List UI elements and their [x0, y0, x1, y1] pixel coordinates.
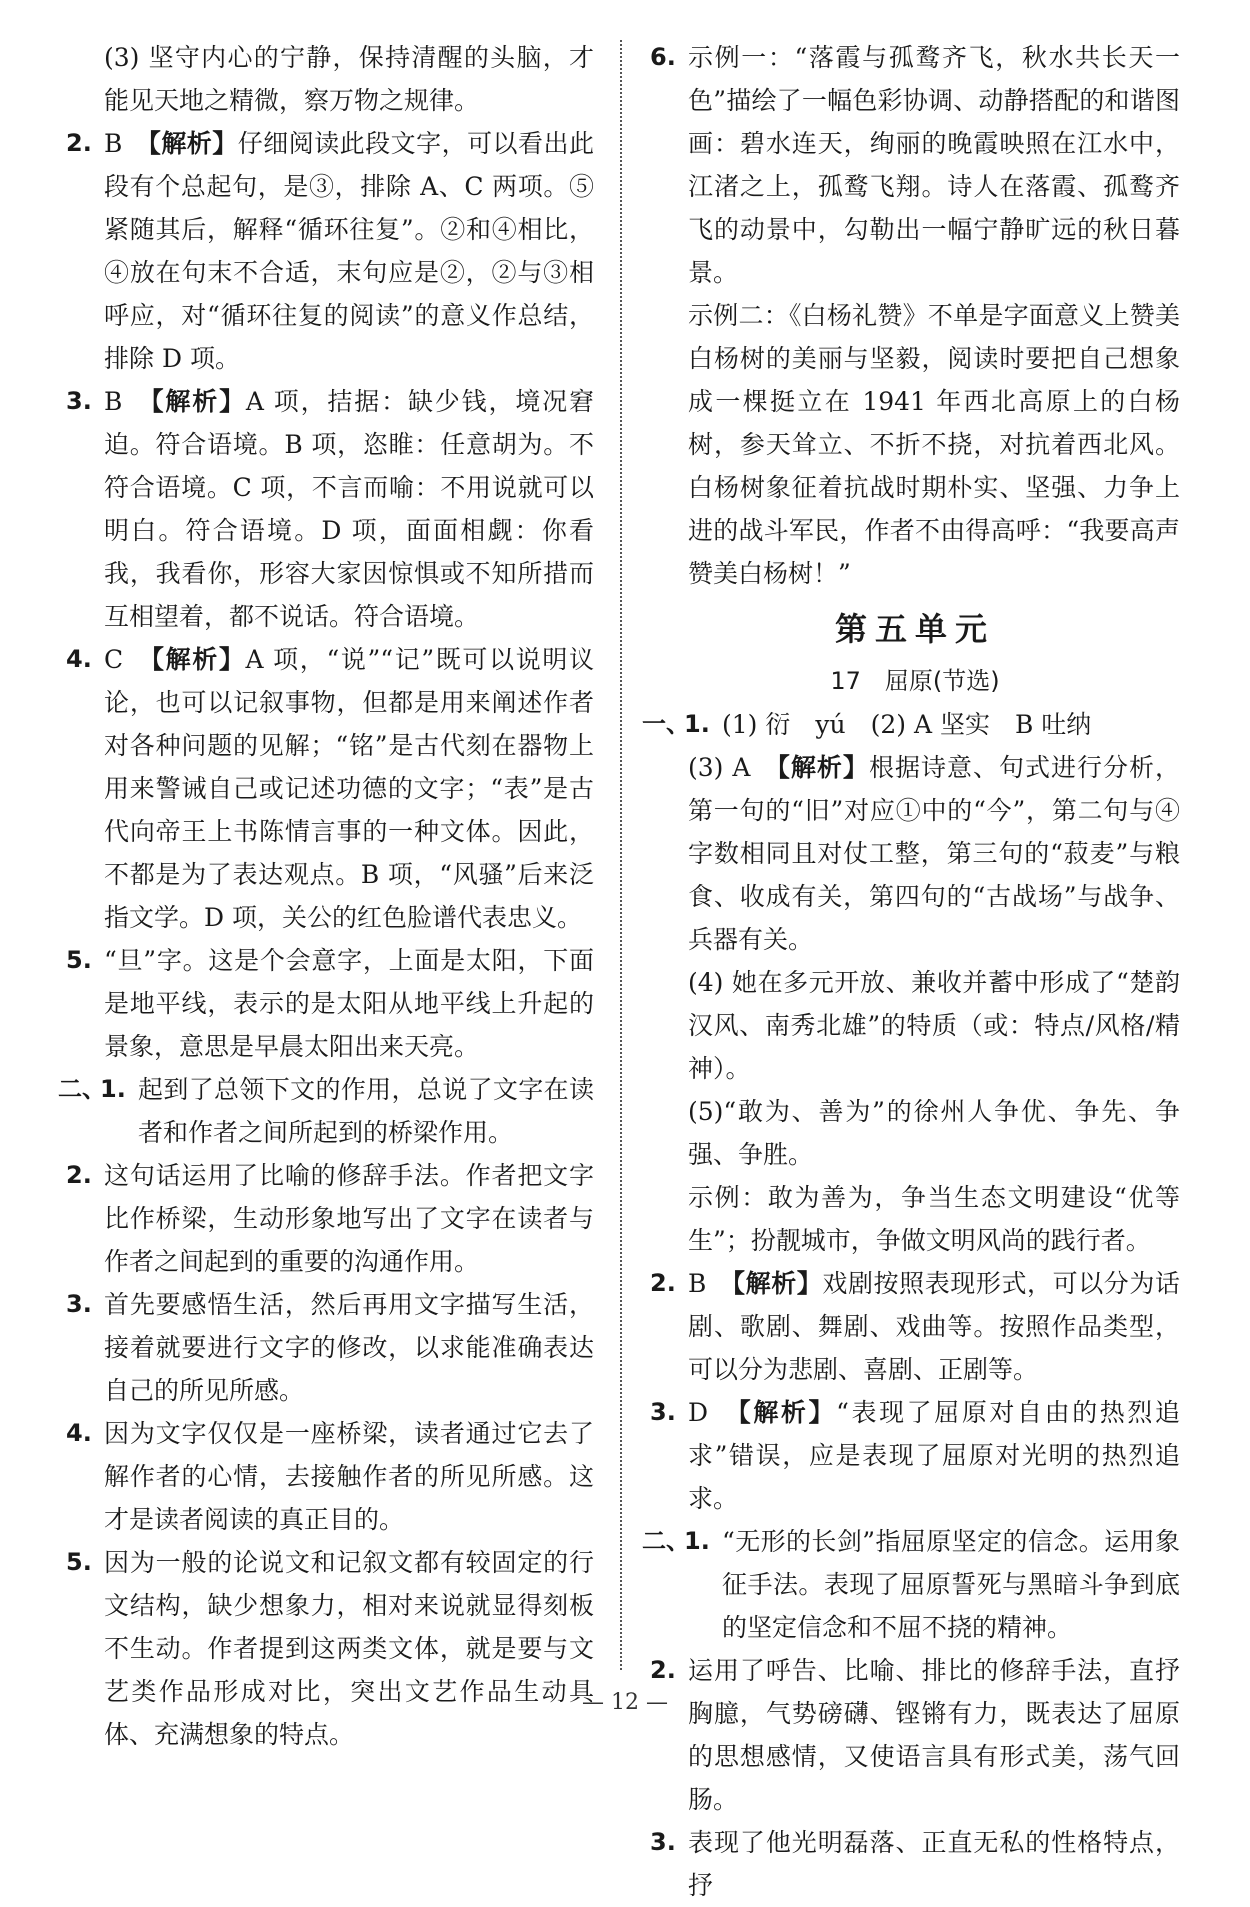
item-number: 3. [650, 1828, 676, 1856]
answer-item-3 [66, 380, 594, 638]
answer-item-1 [650, 1520, 1180, 1649]
answer-choice: D [688, 1398, 709, 1427]
answer-text: A 项，拮据：缺少钱，境况窘迫。符合语境。B 项，恣睢：任意胡为。不符合语境。C 项，不言而喻：不用说就可以明白。符合语境。D 项，面面相觑：你看我，我看你，形容大家因惊惧或不知所措而互相望着，都不说话。符合语境。 [104, 387, 594, 631]
item-number: 1. [684, 710, 710, 738]
item-number: 3. [650, 1398, 676, 1426]
answer-item-4 [66, 638, 594, 939]
answer-text: 因为一般的论说文和记叙文都有较固定的行文结构，缺少想象力，相对来说就显得刻板不生动。作者提到这两类文体，就是要与文艺类作品形成对比，突出文艺作品生动具体、充满想象的特点。 [104, 1548, 594, 1749]
answer-subitem-4 [650, 961, 1180, 1090]
answer-item-2 [66, 122, 594, 380]
answer-subitem-5 [650, 1090, 1180, 1176]
section-two [58, 1068, 594, 1154]
answer-choice: (3) A [688, 753, 778, 782]
answer-text: “表现了屈原对自由的热烈追求”错误，应是表现了屈原对光明的热烈追求。 [688, 1398, 1180, 1513]
answer-text: 示例一：“落霞与孤鹜齐飞，秋水共长天一色”描绘了一幅色彩协调、动静搭配的和谐图画：碧水连天，绚丽的晚霞映照在江水中，江渚之上，孤鹜飞翔。诗人在落霞、孤鹜齐飞的动景中，勾勒出一幅宁静旷远的秋日暮景。 [688, 43, 1180, 287]
answer-choice: B [104, 387, 123, 416]
answer-text: 因为文字仅仅是一座桥梁，读者通过它去了解作者的心情，去接触作者的所见所感。这才是读者阅读的真正目的。 [104, 1419, 594, 1534]
answer-text: “无形的长剑”指屈原坚定的信念。运用象征手法。表现了屈原誓死与黑暗斗争到底的坚定信念和不屈不挠的精神。 [722, 1527, 1180, 1642]
page-number: — 12 — [582, 1690, 668, 1715]
answer-item-3 [650, 1391, 1180, 1520]
answer-item [66, 36, 594, 122]
analysis-label: 【解析】 [151, 645, 246, 674]
answer-text: (4) 她在多元开放、兼收并蓄中形成了“楚韵汉风、南秀北雄”的特质（或：特点/风格/精神）。 [688, 968, 1180, 1083]
answer-text: 表现了他光明磊落、正直无私的性格特点，抒 [688, 1828, 1180, 1900]
item-number: 1. [684, 1527, 710, 1555]
answer-choice: B [688, 1269, 707, 1298]
item-number: 5. [66, 1548, 92, 1576]
item-number: 3. [66, 387, 92, 415]
analysis-label: 【解析】 [738, 1398, 837, 1427]
answer-text: 戏剧按照表现形式，可以分为话剧、歌剧、舞剧、戏曲等。按照作品类型，可以分为悲剧、喜剧、正剧等。 [688, 1269, 1180, 1384]
answer-item-2b [66, 1154, 594, 1283]
analysis-label: 【解析】 [151, 387, 246, 416]
answer-item-3b [66, 1283, 594, 1412]
answer-text: 这句话运用了比喻的修辞手法。作者把文字比作桥梁，生动形象地写出了文字在读者与作者之间起到的重要的沟通作用。 [104, 1161, 594, 1276]
answer-text: (5)“敢为、善为”的徐州人争优、争先、争强、争胜。 [688, 1097, 1180, 1169]
section-number: 二、 [58, 1075, 106, 1103]
answer-item-4b [66, 1412, 594, 1541]
answer-item-1 [66, 1068, 594, 1154]
answer-text: (3) 坚守内心的宁静，保持清醒的头脑，才能见天地之精微，察万物之规律。 [104, 43, 594, 115]
answer-text: 根据诗意、句式进行分析，第一句的“旧”对应①中的“今”，第二句与④字数相同且对仗工整，第三句的“菽麦”与粮食、收成有关，第四句的“古战场”与战争、兵器有关。 [688, 753, 1180, 954]
analysis-label: 【解析】 [732, 1269, 823, 1298]
answer-item-3b [650, 1821, 1180, 1907]
answer-text: 示例二：《白杨礼赞》不单是字面意义上赞美白杨树的美丽与坚毅，阅读时要把自己想象成一棵挺立在 1941 年西北高原上的白杨树，参天耸立、不折不挠，对抗着西北风。白杨树象征着抗战时期朴实、坚强、力争上进的战斗军民，作者不由得高呼：“我要高声赞美白杨树！” [688, 301, 1180, 588]
item-number: 4. [66, 1419, 92, 1447]
right-column [642, 36, 1180, 1907]
item-number: 4. [66, 645, 92, 673]
item-number: 2. [66, 1161, 92, 1189]
answer-item-5 [66, 939, 594, 1068]
answer-example [650, 1176, 1180, 1262]
item-number: 2. [650, 1656, 676, 1684]
item-number: 2. [66, 129, 92, 157]
analysis-label: 【解析】 [777, 753, 869, 782]
item-number: 6. [650, 43, 676, 71]
item-number: 3. [66, 1290, 92, 1318]
answer-text: 首先要感悟生活，然后再用文字描写生活，接着就要进行文字的修改，以求能准确表达自己的所见所感。 [104, 1290, 594, 1405]
answer-item-6 [650, 36, 1180, 595]
item-number: 5. [66, 946, 92, 974]
answer-text: 运用了呼告、比喻、排比的修辞手法，直抒胸臆，气势磅礴、铿锵有力，既表达了屈原的思想感情，又使语言具有形式美，荡气回肠。 [688, 1656, 1180, 1814]
answer-text: 示例：敢为善为，争当生态文明建设“优等生”；扮靓城市，争做文明风尚的践行者。 [688, 1183, 1180, 1255]
answer-choice: B [104, 129, 123, 158]
analysis-label: 【解析】 [148, 129, 238, 158]
answer-item-2b [650, 1649, 1180, 1821]
answer-text: (1) 衍 yú (2) A 坚实 B 吐纳 [722, 710, 1092, 739]
item-number: 2. [650, 1269, 676, 1297]
answer-text: “旦”字。这是个会意字，上面是太阳，下面是地平线，表示的是太阳从地平线上升起的景象，意思是早晨太阳出来天亮。 [104, 946, 594, 1061]
answer-choice: C [104, 645, 124, 674]
left-column [58, 36, 594, 1756]
answer-item-2 [650, 1262, 1180, 1391]
section-number: 一、 [642, 710, 690, 738]
answer-item-1 [650, 703, 1180, 746]
item-number: 1. [100, 1075, 126, 1103]
answer-text: 起到了总领下文的作用，总说了文字在读者和作者之间所起到的桥梁作用。 [138, 1075, 594, 1147]
section-two [642, 1520, 1180, 1649]
section-number: 二、 [642, 1527, 690, 1555]
lesson-title: 17 屈原(节选) [830, 667, 1000, 695]
answer-text: A 项，“说”“记”既可以说明议论，也可以记叙事物，但都是用来阐述作者对各种问题的见解；“铭”是古代刻在器物上用来警诫自己或记述功德的文字；“表”是古代向帝王上书陈情言事的一种文体。因此，不都是为了表达观点。B 项，“风骚”后来泛指文学。D 项，关公的红色脸谱代表忠义。 [104, 645, 594, 932]
answer-item-5b [66, 1541, 594, 1756]
answer-subitem-3 [650, 746, 1180, 961]
unit-title: 第五单元 [834, 610, 995, 648]
section-one [642, 703, 1180, 746]
column-divider [620, 40, 622, 1670]
answer-text: 仔细阅读此段文字，可以看出此段有个总起句，是③，排除 A、C 两项。⑤紧随其后，解释“循环往复”。②和④相比，④放在句末不合适，末句应是②，②与③相呼应，对“循环往复的阅读”的意义作总结，排除 D 项。 [104, 129, 594, 373]
